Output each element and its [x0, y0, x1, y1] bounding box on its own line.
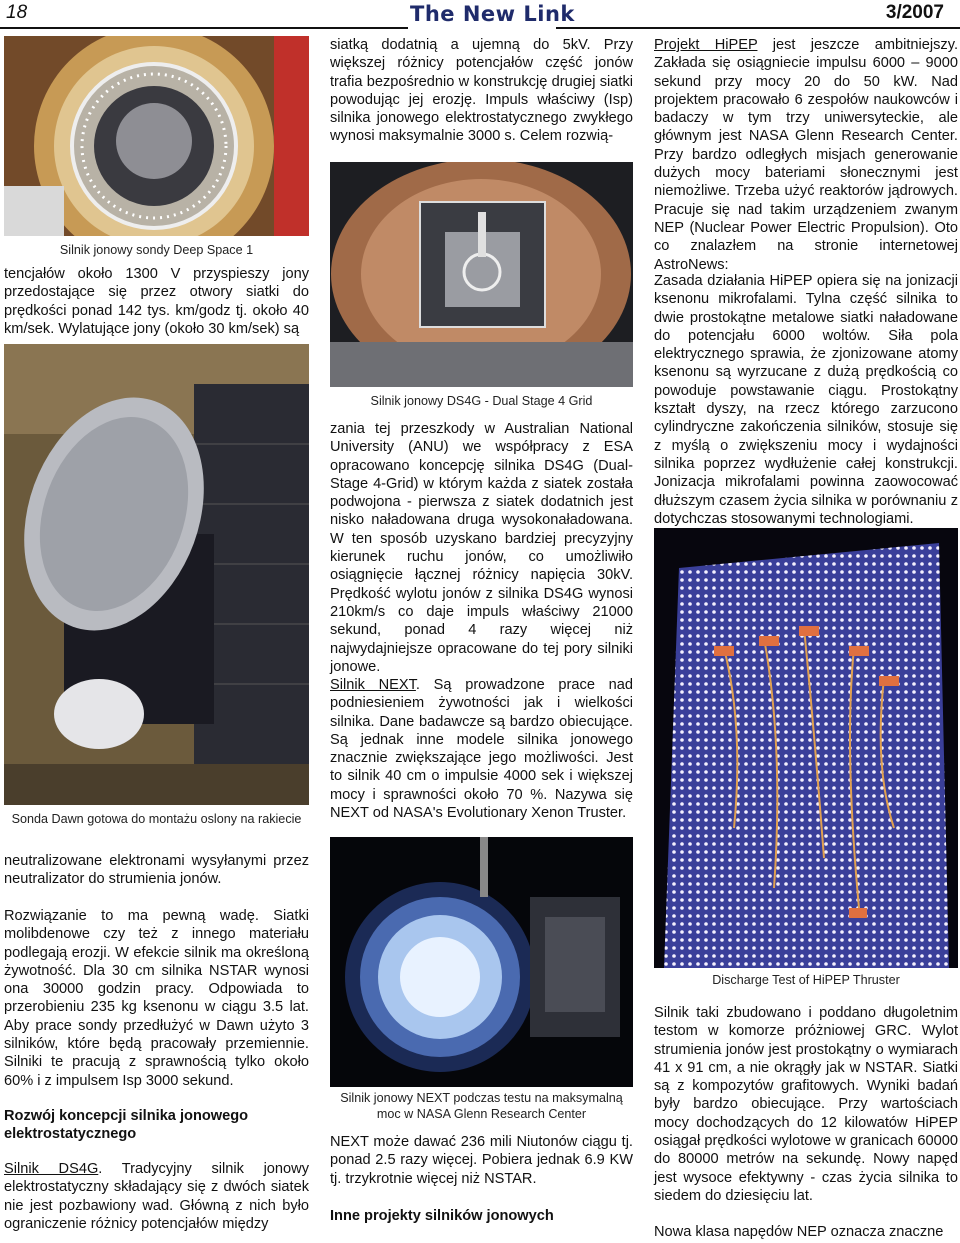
col3-paragraph-1 — [654, 36, 958, 274]
col3-paragraph-2: Zasada działania HiPEP opiera się na jonizacji ksenonu mikrofalami. Tylna część silnika to dwie prostokątne metalowe siatki naładowane do potencjału 6000 woltów. Siła pola elektrycznego sprawia, że zjonizowane atomy ksenonu są wyrzucane z dużą prędkością co powoduje powstawanie ciągu. Prostokątny kształt dyszy, na rzecz którego zarzucono cylindryczne zakończenia silników, stosuje się z myślą o zwiększeniu mocy i wydajności silnika poprzez wydłużenie całej konstrukcji. Jonizacja mikrofalami powinna zaowocować dłuższym czasem życia silnika w porównaniu z dotychczas stosowanymi technologiami. — [654, 273, 958, 527]
caption-next: Silnik jonowy NEXT podczas testu na maksymalną moc w NASA Glenn Research Center — [340, 1091, 623, 1121]
caption-ds4g: Silnik jonowy DS4G - Dual Stage 4 Grid — [370, 394, 593, 408]
col1-paragraph-3: Rozwiązanie to ma pewną wadę. Siatki molibdenowe czy też z innego materiału podlegają erozji. W efekcie silnik ma określoną żywotność. Dla 30 cm silnika NSTAR wynosi ona 30000 godzin pracy. Odpowiada to przerobieniu 235 kg ksenonu w ciągu 3.5 lat. Aby prace sondy przedłużyć w Dawn użyto 3 silników, które będą pracowały przemiennie. Silniki te pracują z sprawnością tylko około 60% i z impulsem Isp 3000 sekund. — [4, 908, 309, 1089]
col3-paragraph-1-text: jest jeszcze ambitniejszy. Zakłada się osiągniecie impulsu 6000 – 9000 sekund przy mocy 20 do 50 kW. Nad projektem pracowało 6 zespołów naukowców i badaczy w tym trzy uniwersyteckie, ale głównym jest NASA Glenn Research Center. Przy bardzo odległych misjach generowanie dużych mocy bateriami słonecznymi jest niemożliwe. Trzeba użyć reaktorów jądrowych. Pracuje się nad takim urządzeniem zwanym NEP (Nuclear Power Electric Propulsion). Oto co znalazłem na stronie internetowej AstroNews: — [654, 37, 958, 273]
col2-paragraph-3 — [330, 676, 633, 822]
page-number: 18 — [6, 2, 28, 23]
col1-paragraph-2: neutralizowane elektronami wysyłanymi przez neutralizator do strumienia jonów. — [4, 853, 309, 888]
ds4g-engine-photo — [330, 162, 633, 387]
deep-space-engine-photo — [4, 36, 309, 236]
hipep-discharge-photo — [654, 528, 958, 968]
col3-paragraph-4: Nowa klasa napędów NEP oznacza znaczne — [654, 1224, 944, 1240]
link-hipep: Projekt HiPEP — [654, 37, 758, 53]
col1-heading: Rozwój koncepcji silnika jonowego elektrostatycznego — [4, 1108, 249, 1143]
header-rule-left — [0, 27, 408, 29]
col1-paragraph-4-text: . Tradycyjny silnik jonowy elektrostatyczny składający się z dwóch siatek nie jest pozbawiony wad. Główną z nich było ograniczenie różnicy potencjałów między — [4, 1161, 309, 1232]
page-header — [0, 0, 960, 28]
col1-paragraph-1: tencjałów około 1300 V przyspieszy jony przedostające się przez otwory siatki do prędkości ponad 142 tys. km/godz tj. około 40 km/sek. Wylatujące jony (około 30 km/sek) są — [4, 266, 309, 337]
col2-paragraph-2: zania tej przeszkody w Australian National University (ANU) we współpracy z ESA opracowano koncepcję silnika DS4G (Dual-Stage 4-Grid) w którym każda z siatek została podwojona - pierwsza z siatek dodatnich jest nisko naładowana druga wysokonaładowana. W ten sposób uzyskano bardziej precyzyjny kierunek ruchu jonów, co umożliwiło osiągnięcie łącznej różnicy napięcia 30kV. Prędkość wylotu jonów z silnika DS4G wynosi 210km/s co daje impuls właściwy 21000 sekund, ponad 4 razy więcej niż najwydajniejsze opracowane do tej pory silniki jonowe. — [330, 421, 633, 675]
magazine-logo: The New Link — [410, 2, 575, 26]
col3-paragraph-3: Silnik taki zbudowano i poddano długoletnim testom w komorze próżniowej GRC. Wylot strumienia jonów jest prostokątny o wymiarach 41 x 91 cm, a nie okrągły jak w NSTAR. Siatki są z kompozytów grafitowych. Wyniki badań były bardzo obiecujące. Przy wartościach mocy dochodzących do 12 kilowatów HiPEP osiągał prędkości wylotowe w granicach 60000 do 80000 metrów na sekundę. Nowy napęd jest wysoce efektywny - czas życia silnika to siedem do dziesięciu lat. — [654, 1005, 958, 1204]
link-ds4g: Silnik DS4G — [4, 1161, 99, 1177]
col2-paragraph-1: siatką dodatnią a ujemną do 5kV. Przy większej różnicy potencjałów część jonów trafia bezpośrednio w konstrukcję drugiej siatki powodując jej erozję. Impuls właściwy (Isp) silnika jonowego elektrostatycznego zwykłego wynosi maksymalnie 3000 s. Celem rozwią- — [330, 37, 633, 145]
caption-hipep: Discharge Test of HiPEP Thruster — [712, 973, 900, 987]
caption-deep-space: Silnik jonowy sondy Deep Space 1 — [59, 243, 254, 257]
header-rule-right — [556, 27, 960, 29]
col1-paragraph-4 — [4, 1160, 309, 1233]
link-next: Silnik NEXT — [330, 677, 416, 693]
col2-paragraph-4: NEXT może dawać 236 mili Niutonów ciągu tj. ponad 2.5 razy więcej. Pobiera jednak 6.9 KW tj. trzykrotnie więcej niż NSTAR. — [330, 1134, 633, 1187]
caption-dawn: Sonda Dawn gotowa do montażu oslony na rakiecie — [11, 812, 302, 826]
col2-paragraph-3-text: . Są prowadzone prace nad podniesieniem żywotności jak i wielkości silnika. Dane badawcze są bardzo obiecujące. Są jednak inne modele silnika jonowego znacznie zwiększające jego możliwości. Jest to silnik 40 cm o impulsie 4000 sek i większej mocy i sprawności około 70 %. Nazywa się NEXT od NASA's Evolutionary Xenon Truster. — [330, 677, 633, 822]
col2-heading: Inne projekty silników jonowych — [330, 1208, 554, 1224]
next-engine-photo — [330, 837, 633, 1087]
issue-number: 3/2007 — [885, 2, 944, 23]
dawn-probe-photo — [4, 344, 309, 805]
